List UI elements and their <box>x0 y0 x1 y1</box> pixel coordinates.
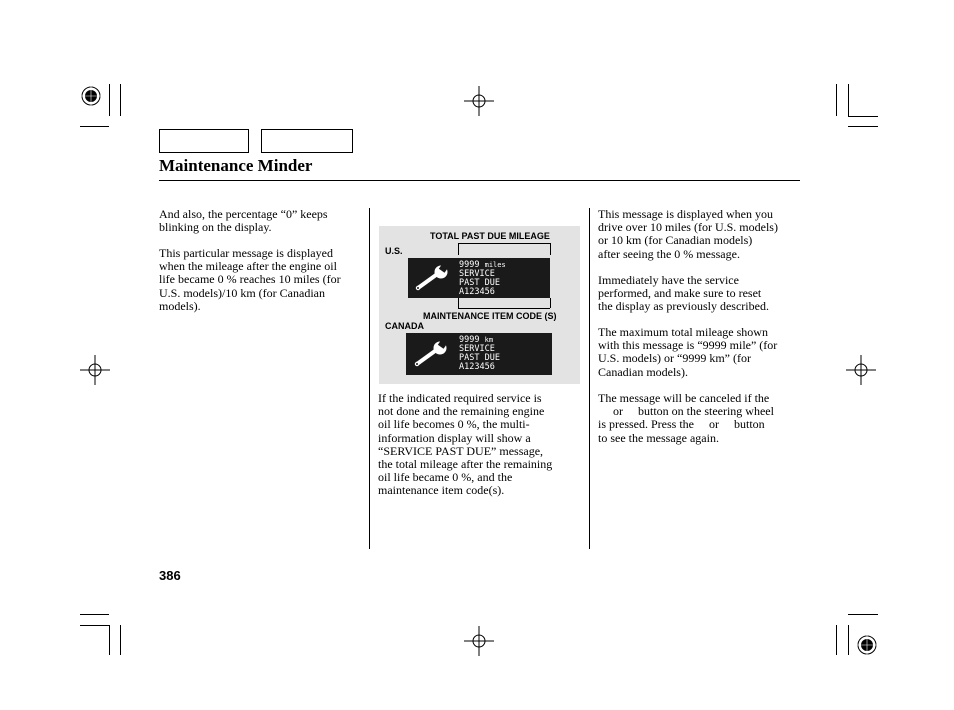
col3-paragraph-3: The maximum total mileage shown with this message is “9999 mile” (for U.S. models) or “9999 km” (for Canadian models). <box>598 325 778 379</box>
header-tab-2 <box>261 129 353 153</box>
crosshair-left-icon <box>80 355 110 385</box>
maintenance-item-code-label: MAINTENANCE ITEM CODE (S) <box>423 311 557 321</box>
page-number: 386 <box>159 568 181 583</box>
us-label: U.S. <box>385 246 403 256</box>
col1-paragraph-2: This particular message is displayed when the mileage after the engine oil life became 0 % reaches 10 miles (for U.S. models)/10 km (for Canadian models). <box>159 246 341 313</box>
wrench-icon <box>414 264 454 292</box>
registration-target-icon <box>78 82 138 132</box>
col3-paragraph-1: This message is displayed when you drive over 10 miles (for U.S. models) or 10 km (for Canadian models) after seeing the 0 % message. <box>598 207 778 261</box>
crosshair-right-icon <box>846 355 876 385</box>
canada-display-screen <box>406 333 552 375</box>
col3-paragraph-4: The message will be canceled if the or button on the steering wheel is pressed. Press the or button to see the message again. <box>598 391 774 445</box>
crosshair-top-icon <box>464 86 494 116</box>
total-past-due-mileage-label: TOTAL PAST DUE MILEAGE <box>430 231 550 241</box>
crosshair-bottom-icon <box>464 626 494 656</box>
registration-target-icon <box>853 631 881 659</box>
title-rule <box>159 180 800 181</box>
col2-paragraph-1: If the indicated required service is not done and the remaining engine oil life becomes 0 %, the multi- information display will show a “SERVICE PAST DUE” message, the total mileage after the remaining oil life became 0 %, and the maintenance item code(s). <box>378 391 553 498</box>
page-title: Maintenance Minder <box>159 156 313 175</box>
col1-paragraph-1: And also, the percentage “0” keeps blinking on the display. <box>159 207 328 235</box>
wrench-icon <box>413 340 453 368</box>
display-illustration <box>379 226 580 384</box>
us-display-text: 9999 miles SERVICE PAST DUE A123456 <box>459 260 506 297</box>
canada-display-text: 9999 km SERVICE PAST DUE A123456 <box>459 335 500 372</box>
us-display-screen <box>408 258 550 298</box>
column-divider-2 <box>589 208 590 549</box>
header-tab-1 <box>159 129 249 153</box>
column-divider-1 <box>369 208 370 549</box>
canada-label: CANADA <box>385 321 424 331</box>
col3-paragraph-2: Immediately have the service performed, and make sure to reset the display as previously described. <box>598 273 769 314</box>
